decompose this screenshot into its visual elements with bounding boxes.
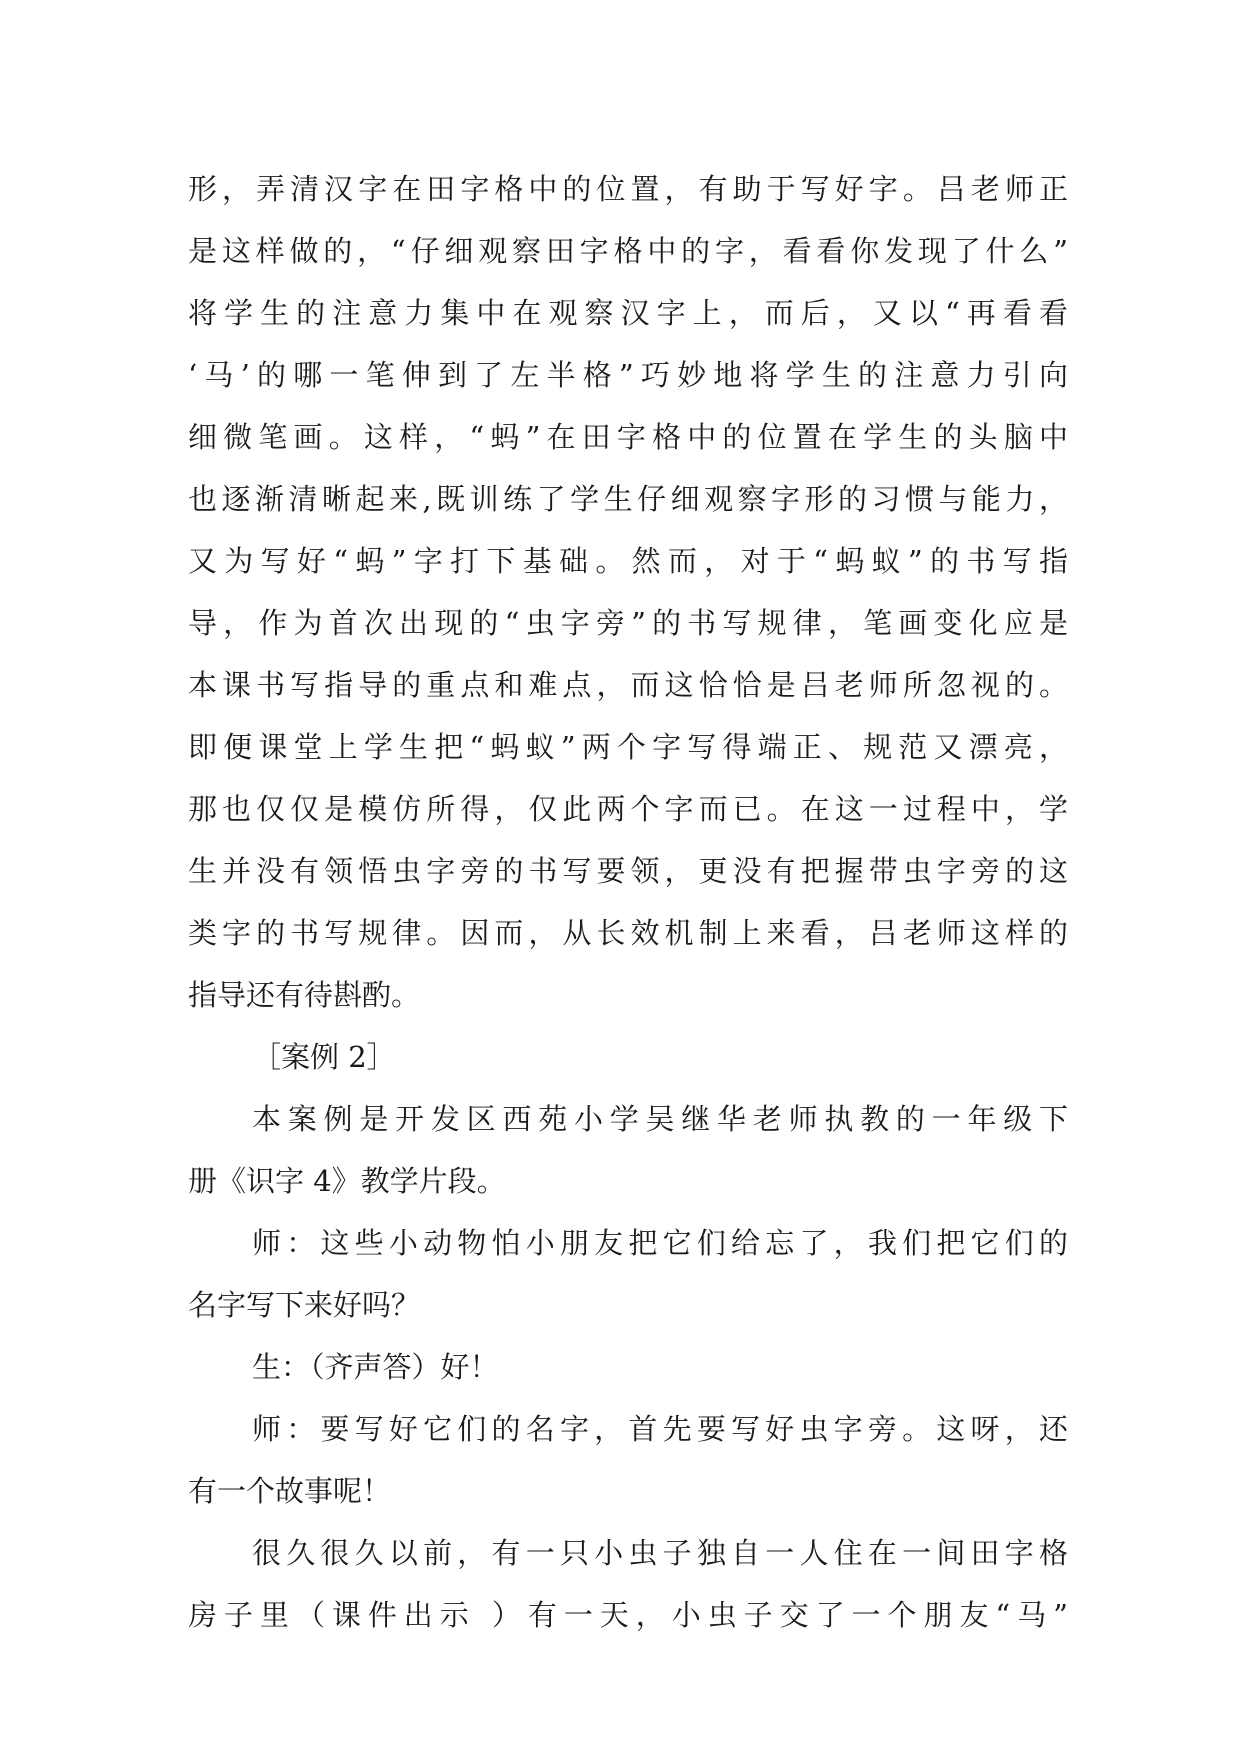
text-line: 又为写好“蚂”字打下基础。然而，对于“蚂蚁”的书写指 [188,544,1068,578]
text-line: 将学生的注意力集中在观察汉字上，而后，又以“再看看 [188,296,1068,330]
document-body [188,158,1068,1646]
text-line: 细微笔画。这样，“蚂”在田字格中的位置在学生的头脑中 [188,420,1068,454]
text-line: 师：要写好它们的名字，首先要写好虫字旁。这呀，还 [252,1412,1068,1446]
text-line: 生：（齐声答）好！ [252,1350,499,1384]
text-line: 生并没有领悟虫字旁的书写要领，更没有把握带虫字旁的这 [188,854,1068,888]
text-line: 册《识字 4》教学片段。 [188,1164,506,1198]
text-line: 是这样做的，“仔细观察田字格中的字，看看你发现了什么” [188,234,1068,268]
paragraph-students [188,1336,1068,1398]
text-line: 本课书写指导的重点和难点，而这恰恰是吕老师所忽视的。 [188,668,1068,702]
paragraph-case-intro [188,1088,1068,1212]
text-line: 导，作为首次出现的“虫字旁”的书写规律，笔画变化应是 [188,606,1068,640]
text-line: 即便课堂上学生把“蚂蚁”两个字写得端正、规范又漂亮， [188,730,1068,764]
paragraph-story [188,1522,1068,1646]
text-line: 师：这些小动物怕小朋友把它们给忘了，我们把它们的 [252,1226,1068,1260]
paragraph-analysis [188,158,1068,1026]
text-line: ［案例 2］ [252,1040,396,1074]
text-line: 形，弄清汉字在田字格中的位置，有助于写好字。吕老师正 [188,172,1068,206]
text-line: 类字的书写规律。因而，从长效机制上来看，吕老师这样的 [188,916,1068,950]
text-line: 有一个故事呢！ [188,1474,392,1508]
text-line: 也逐渐清晰起来,既训练了学生仔细观察字形的习惯与能力， [188,482,1068,516]
paragraph-teacher-1 [188,1212,1068,1336]
text-line: 房子里（课件出示 ）有一天，小虫子交了一个朋友“马” [188,1598,1068,1632]
text-line: 指导还有待斟酌。 [188,978,421,1012]
text-line: 那也仅仅是模仿所得，仅此两个字而已。在这一过程中，学 [188,792,1068,826]
text-line: 很久很久以前，有一只小虫子独自一人住在一间田字格 [252,1536,1068,1570]
text-line: ‘马’的哪一笔伸到了左半格”巧妙地将学生的注意力引向 [188,358,1068,392]
text-line: 名字写下来好吗？ [188,1288,421,1322]
text-line: 本案例是开发区西苑小学吴继华老师执教的一年级下 [252,1102,1068,1136]
case-heading [188,1026,1068,1088]
paragraph-teacher-2 [188,1398,1068,1522]
